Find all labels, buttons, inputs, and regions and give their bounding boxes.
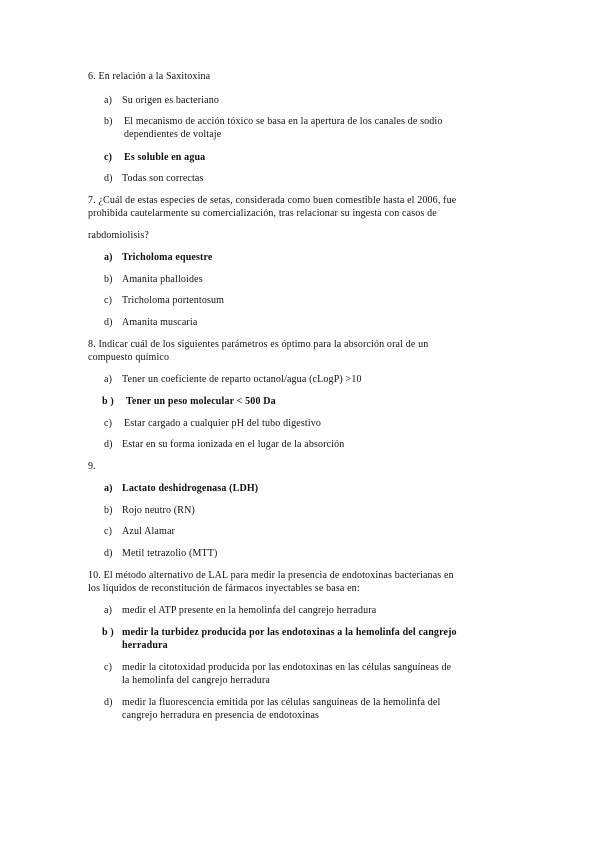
q7-option-b-letter: b) (104, 274, 113, 285)
q8-option-a: Tener un coeficiente de reparto octanol/agua (cLogP) >10 (122, 374, 362, 385)
q7-option-c: Tricholoma portentosum (122, 295, 225, 306)
q10-option-b-line2: herradura (122, 640, 168, 651)
q9-option-c: Azul Alamar (122, 526, 176, 537)
q10-option-d-line2: cangrejo herradura en presencia de endotoxinas (122, 710, 320, 721)
q8-option-c: Estar cargado a cualquier pH del tubo digestivo (124, 418, 322, 429)
q6-option-a-letter: a) (104, 95, 113, 106)
q10-option-a-letter: a) (104, 605, 113, 616)
q10-option-c-line2: la hemolinfa del cangrejo herradura (122, 675, 270, 686)
question-8-stem-line2: compuesto químico (88, 352, 170, 363)
q9-option-b-letter: b) (104, 505, 113, 516)
q6-option-b-line2: dependientes de voltaje (124, 129, 222, 140)
q8-option-b-letter: b ) (102, 396, 114, 407)
q7-option-c-letter: c) (104, 295, 113, 306)
question-7-stem-line2: prohibida cautelarmente su comercialización, tras relacionar su ingesta con casos de (88, 208, 437, 219)
q6-option-b: El mecanismo de acción tóxico se basa en la apertura de los canales de sodio (124, 116, 443, 127)
q10-option-a: medir el ATP presente en la hemolinfa del cangrejo herradura (122, 605, 377, 616)
q9-option-d: Metil tetrazolio (MTT) (122, 548, 218, 559)
question-8-stem-line1: 8. Indicar cuál de los siguientes parámetros es óptimo para la absorción oral de un (88, 339, 429, 350)
q7-option-a-letter: a) (104, 252, 113, 263)
q8-option-c-letter: c) (104, 418, 113, 429)
q10-option-d: medir la fluorescencia emitida por las células sanguíneas de la hemolinfa del (122, 697, 441, 708)
q6-option-c: Es soluble en agua (124, 152, 206, 163)
q6-option-b-letter: b) (104, 116, 113, 127)
q7-option-d: Amanita muscaria (122, 317, 198, 328)
q7-option-a: Tricholoma equestre (122, 252, 213, 263)
q7-option-d-letter: d) (104, 317, 113, 328)
q6-option-d: Todas son correctas (122, 173, 204, 184)
q6-option-a: Su origen es bacteriano (122, 95, 220, 106)
q7-option-b: Amanita phalloides (122, 274, 203, 285)
q6-option-c-letter: c) (104, 152, 113, 163)
q8-option-d: Estar en su forma ionizada en el lugar de la absorción (122, 439, 345, 450)
q10-option-d-letter: d) (104, 697, 113, 708)
question-7-stem-line1: 7. ¿Cuál de estas especies de setas, considerada como buen comestible hasta el 2006, fue (88, 195, 457, 206)
q9-option-a-letter: a) (104, 483, 113, 494)
q10-option-b: medir la turbidez producida por las endotoxinas a la hemolinfa del cangrejo (122, 627, 457, 638)
q10-option-b-letter: b ) (102, 627, 114, 638)
question-7-stem-line3: rabdomiolisis? (88, 230, 149, 241)
q8-option-b: Tener un peso molecular < 500 Da (126, 396, 276, 407)
q9-option-c-letter: c) (104, 526, 113, 537)
q10-option-c: medir la citotoxidad producida por las endotoxinas en las células sanguíneas de (122, 662, 452, 673)
q8-option-d-letter: d) (104, 439, 113, 450)
q9-option-d-letter: d) (104, 548, 113, 559)
question-10-stem-line1: 10. El método alternativo de LAL para medir la presencia de endotoxinas bacterianas en (88, 570, 454, 581)
q8-option-a-letter: a) (104, 374, 113, 385)
q10-option-c-letter: c) (104, 662, 113, 673)
q9-option-a: Lactato deshidrogenasa (LDH) (122, 483, 259, 494)
question-9-stem: 9. (88, 461, 96, 472)
question-10-stem-line2: los líquidos de reconstitución de fármacos inyectables se basa en: (88, 583, 360, 594)
question-6-stem: 6. En relación a la Saxitoxina (88, 71, 211, 82)
q9-option-b: Rojo neutro (RN) (122, 505, 195, 516)
q6-option-d-letter: d) (104, 173, 113, 184)
